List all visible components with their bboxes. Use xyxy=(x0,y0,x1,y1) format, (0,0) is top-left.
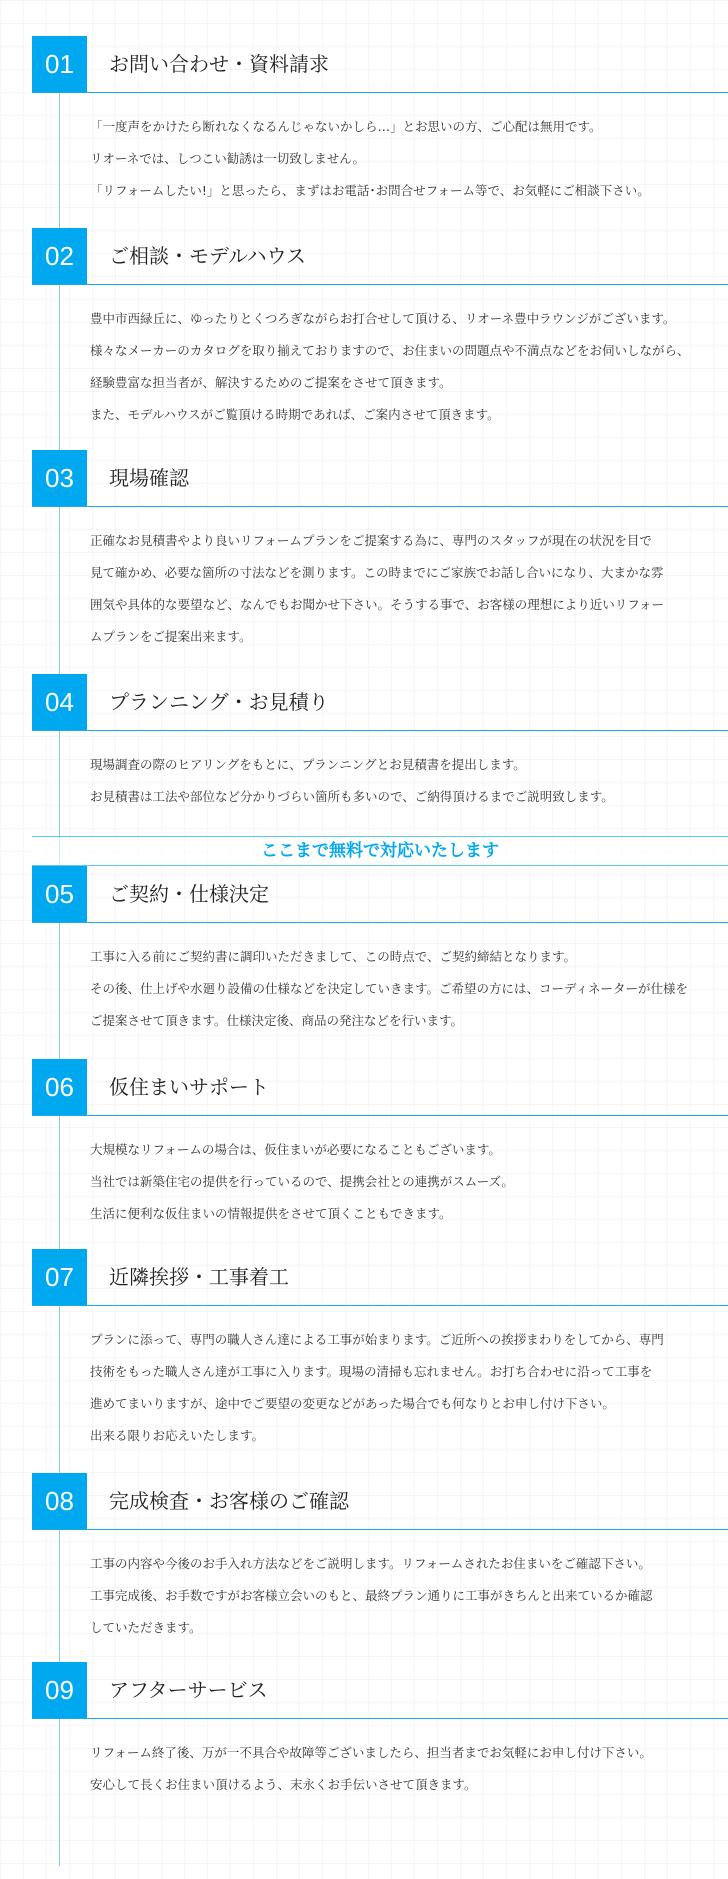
step-02 xyxy=(32,228,728,431)
step-header xyxy=(32,674,728,731)
step-description xyxy=(32,923,728,1037)
step-header xyxy=(32,228,728,285)
free-service-banner: ここまで無料で対応いたします xyxy=(32,836,728,866)
step-number: 02 xyxy=(32,228,87,284)
step-description xyxy=(32,285,728,431)
step-number: 06 xyxy=(32,1059,87,1115)
step-description xyxy=(32,1306,728,1452)
step-description xyxy=(32,1116,728,1230)
step-header xyxy=(32,1662,728,1719)
step-title: アフターサービス xyxy=(109,1678,268,1702)
description-line: 安心して長くお住まい頂けるよう、末永くお手伝いさせて頂きます。 xyxy=(90,1777,477,1792)
step-header xyxy=(32,866,728,923)
step-header xyxy=(32,36,728,93)
step-description xyxy=(32,731,728,813)
description-line: 囲気や具体的な要望など、なんでもお聞かせ下さい。そうする事で、お客様の理想により近いリフォー xyxy=(90,597,665,612)
step-title: ご契約・仕様決定 xyxy=(109,882,269,906)
step-04 xyxy=(32,674,728,813)
step-number: 07 xyxy=(32,1249,87,1305)
description-line: ムプランをご提案出来ます。 xyxy=(90,629,252,644)
description-line: 様々なメーカーのカタログを取り揃えておりますので、お住まいの問題点や不満点などをお伺いしながら、 xyxy=(90,343,690,358)
step-number: 01 xyxy=(32,36,87,92)
step-number: 04 xyxy=(32,674,87,730)
description-line: 出来る限りお応えいたします。 xyxy=(90,1428,265,1443)
description-line: 正確なお見積書やより良いリフォームプランをご提案する為に、専門のスタッフが現在の状況を目で xyxy=(90,533,652,548)
description-line: リフォーム終了後、万が一不具合や故障等ございましたら、担当者までお気軽にお申し付け下さい。 xyxy=(90,1745,652,1760)
step-03 xyxy=(32,450,728,653)
step-number: 09 xyxy=(32,1662,87,1718)
step-header xyxy=(32,1473,728,1530)
step-number: 08 xyxy=(32,1473,87,1529)
description-line: 技術をもった職人さん達が工事に入ります。現場の清掃も忘れません。お打ち合わせに沿って工事を xyxy=(90,1364,653,1379)
step-title: 仮住まいサポート xyxy=(109,1075,269,1099)
description-line: 「リフォームしたい!」と思ったら、まずはお電話･お問合せフォーム等で、お気軽にご相談下さい。 xyxy=(90,183,650,198)
description-line: 見て確かめ、必要な箇所の寸法などを測ります。この時までにご家族でお話し合いになり、大まかな雰 xyxy=(90,565,664,580)
step-08 xyxy=(32,1473,728,1644)
step-title: プランニング・お見積り xyxy=(109,690,329,714)
step-header xyxy=(32,450,728,507)
step-description xyxy=(32,507,728,653)
description-line: 進めてまいりますが、途中でご要望の変更などがあった場合でも何なりとお申し付け下さい。 xyxy=(90,1396,615,1411)
description-line: ご提案させて頂きます。仕様決定後、商品の発注などを行います。 xyxy=(90,1013,464,1028)
description-line: 生活に便利な仮住まいの情報提供をさせて頂くこともできます。 xyxy=(90,1206,452,1221)
step-09 xyxy=(32,1662,728,1801)
description-line: 当社では新築住宅の提供を行っているので、提携会社との連携がスムーズ。 xyxy=(90,1174,514,1189)
description-line: また、モデルハウスがご覧頂ける時期であれば、ご案内させて頂きます。 xyxy=(90,407,500,422)
step-description xyxy=(32,93,728,207)
step-title: 近隣挨拶・工事着工 xyxy=(109,1265,289,1289)
description-line: していただきます。 xyxy=(90,1620,202,1635)
step-title: 完成検査・お客様のご確認 xyxy=(109,1489,349,1513)
step-title: 現場確認 xyxy=(109,466,189,490)
description-line: リオーネでは、しつこい勧誘は一切致しません。 xyxy=(90,151,366,166)
step-header xyxy=(32,1249,728,1306)
step-header xyxy=(32,1059,728,1116)
step-number: 03 xyxy=(32,450,87,506)
step-06 xyxy=(32,1059,728,1230)
description-line: お見積書は工法や部位など分かりづらい箇所も多いので、ご納得頂けるまでご説明致します。 xyxy=(90,789,614,804)
step-number: 05 xyxy=(32,866,87,922)
description-line: 工事に入る前にご契約書に調印いただきまして、この時点で、ご契約締結となります。 xyxy=(90,949,577,964)
description-line: その後、仕上げや水廻り設備の仕様などを決定していきます。ご希望の方には、コーディネーターが仕様を xyxy=(90,981,689,996)
step-01 xyxy=(32,36,728,207)
description-line: 経験豊富な担当者が、解決するためのご提案をさせて頂きます。 xyxy=(90,375,452,390)
description-line: 大規模なリフォームの場合は、仮住まいが必要になることもございます。 xyxy=(90,1142,501,1157)
step-title: ご相談・モデルハウス xyxy=(109,244,306,268)
description-line: 現場調査の際のヒアリングをもとに、プランニングとお見積書を提出します。 xyxy=(90,757,526,772)
description-line: 豊中市西緑丘に、ゆったりとくつろぎながらお打合せして頂ける、リオーネ豊中ラウンジがございます。 xyxy=(90,311,676,326)
step-description xyxy=(32,1719,728,1801)
description-line: 工事の内容や今後のお手入れ方法などをご説明します。リフォームされたお住まいをご確認下さい。 xyxy=(90,1556,651,1571)
step-title: お問い合わせ・資料請求 xyxy=(109,52,329,76)
description-line: 工事完成後、お手数ですがお客様立会いのもと、最終プラン通りに工事がきちんと出来ているか確認 xyxy=(90,1588,653,1603)
description-line: 「一度声をかけたら断れなくなるんじゃないかしら…」とお思いの方、ご心配は無用です。 xyxy=(90,119,602,134)
step-05 xyxy=(32,866,728,1037)
step-description xyxy=(32,1530,728,1644)
description-line: プランに添って、専門の職人さん達による工事が始まります。ご近所への挨拶まわりをしてから、専門 xyxy=(90,1332,664,1347)
step-07 xyxy=(32,1249,728,1452)
